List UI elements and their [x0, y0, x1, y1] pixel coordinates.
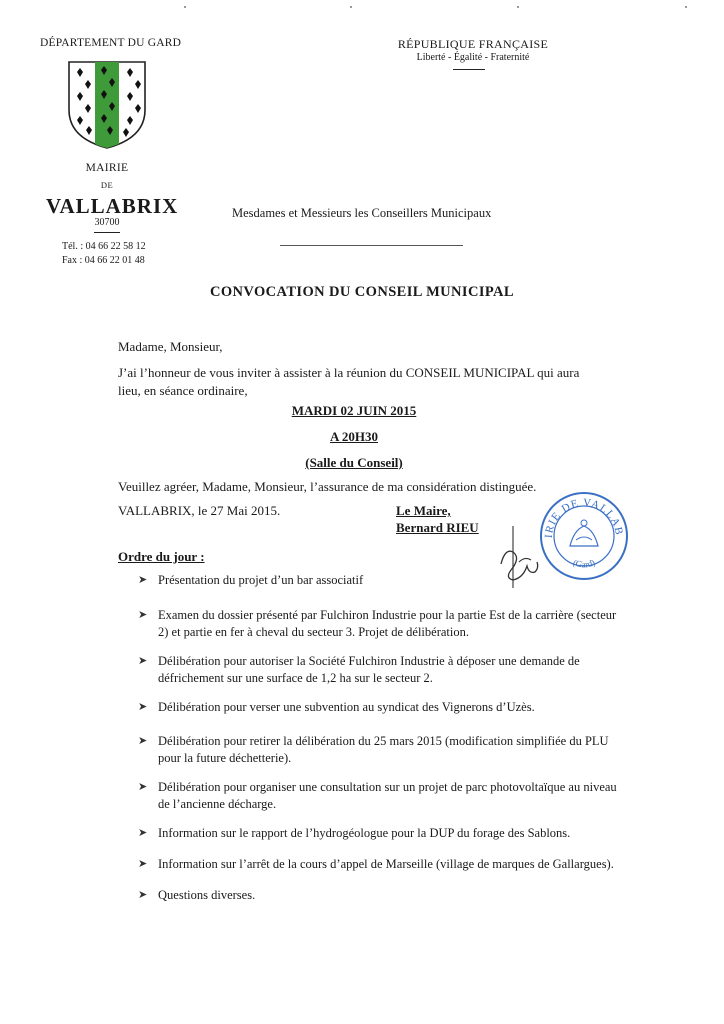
arrow-bullet-icon: ➤ — [138, 827, 148, 839]
recipients-line: Mesdames et Messieurs les Conseillers Municipaux — [232, 206, 492, 220]
meeting-place: (Salle du Conseil) — [305, 455, 403, 470]
stamp-top-text: IRIE DE VALLAB — [542, 496, 626, 539]
svg-text:MAIRIE DE VALLABRIX — [538, 490, 625, 538]
stamp-bottom-text: (Gard) — [571, 557, 597, 570]
scan-mark — [685, 6, 687, 8]
agenda-item: ➤ Information sur l’arrêt de la cours d’appel de Marseille (village de marques de Gallargues). — [138, 857, 614, 871]
scan-mark — [350, 6, 352, 8]
department-label: DÉPARTEMENT DU GARD — [40, 37, 182, 49]
agenda-item: ➤ Examen du dossier présenté par Fulchiron Industrie pour la partie Est de la carrière (secteur 2) et partie en fer à cheval du secteur 3. Projet de délibération. — [138, 608, 617, 639]
signatory-name: Bernard RIEU — [396, 520, 479, 535]
arrow-bullet-icon: ➤ — [138, 574, 148, 586]
agenda-item: ➤ Questions diverses. — [138, 888, 256, 902]
meeting-date: MARDI 02 JUIN 2015 — [291, 403, 417, 418]
agenda-item: ➤ Délibération pour autoriser la Société Fulchiron Industrie à déposer une demande de défrichement sur une surface de 1,2 ha sur le secteur 2. — [138, 654, 580, 685]
salutation: Madame, Monsieur, — [118, 339, 223, 354]
agenda-item: ➤ Délibération pour organiser une consultation sur un projet de parc photovoltaïque au niveau de l’ancienne décharge. — [138, 780, 617, 811]
postal-divider — [94, 232, 120, 233]
mairie-label: MAIRIE — [85, 162, 129, 174]
agenda-item: ➤ Délibération pour retirer la délibération du 25 mars 2015 (modification simplifiée du PLU pour la future déchetterie). — [138, 734, 609, 765]
arrow-bullet-icon: ➤ — [138, 889, 148, 901]
arrow-bullet-icon: ➤ — [138, 781, 148, 793]
scan-mark — [517, 6, 519, 8]
agenda-list — [138, 568, 628, 904]
closing-formula: Veuillez agréer, Madame, Monsieur, l’assurance de ma considération distinguée. — [118, 479, 537, 494]
agenda-item: ➤ Présentation du projet d’un bar associatif — [138, 573, 364, 587]
scan-mark — [184, 6, 186, 8]
invitation-paragraph: J’ai l’honneur de vous inviter à assister à la réunion du CONSEIL MUNICIPAL qui aura lieu, en séance ordinaire, — [118, 365, 580, 398]
town-name: VALLABRIX — [46, 194, 179, 218]
meeting-time: A 20H30 — [329, 429, 379, 444]
agenda-item: ➤ Délibération pour verser une subvention au syndicat des Vignerons d’Uzès. — [138, 700, 535, 714]
document-title: CONVOCATION DU CONSEIL MUNICIPAL — [209, 284, 514, 300]
arrow-bullet-icon: ➤ — [138, 609, 148, 621]
republic-motto: Liberté - Égalité - Fraternité — [416, 52, 530, 63]
de-label: DE — [100, 180, 114, 190]
arrow-bullet-icon: ➤ — [138, 858, 148, 870]
postal-code: 30700 — [94, 217, 120, 228]
fax: Fax : 04 66 22 01 48 — [62, 255, 145, 266]
arrow-bullet-icon: ➤ — [138, 655, 148, 667]
motto-divider — [453, 69, 485, 70]
agenda-item: ➤ Information sur le rapport de l’hydrogéologue pour la DUP du forage des Sablons. — [138, 826, 571, 840]
agenda-title: Ordre du jour : — [118, 549, 205, 564]
arrow-bullet-icon: ➤ — [138, 701, 148, 713]
vallabrix-coat-of-arms-icon — [65, 58, 149, 152]
signatory-title: Le Maire, — [396, 503, 451, 518]
place-and-date: VALLABRIX, le 27 Mai 2015. — [118, 503, 281, 518]
recipients-divider — [280, 245, 463, 246]
telephone: Tél. : 04 66 22 58 12 — [62, 241, 146, 252]
arrow-bullet-icon: ➤ — [138, 735, 148, 747]
republic-label: RÉPUBLIQUE FRANÇAISE — [397, 37, 549, 51]
